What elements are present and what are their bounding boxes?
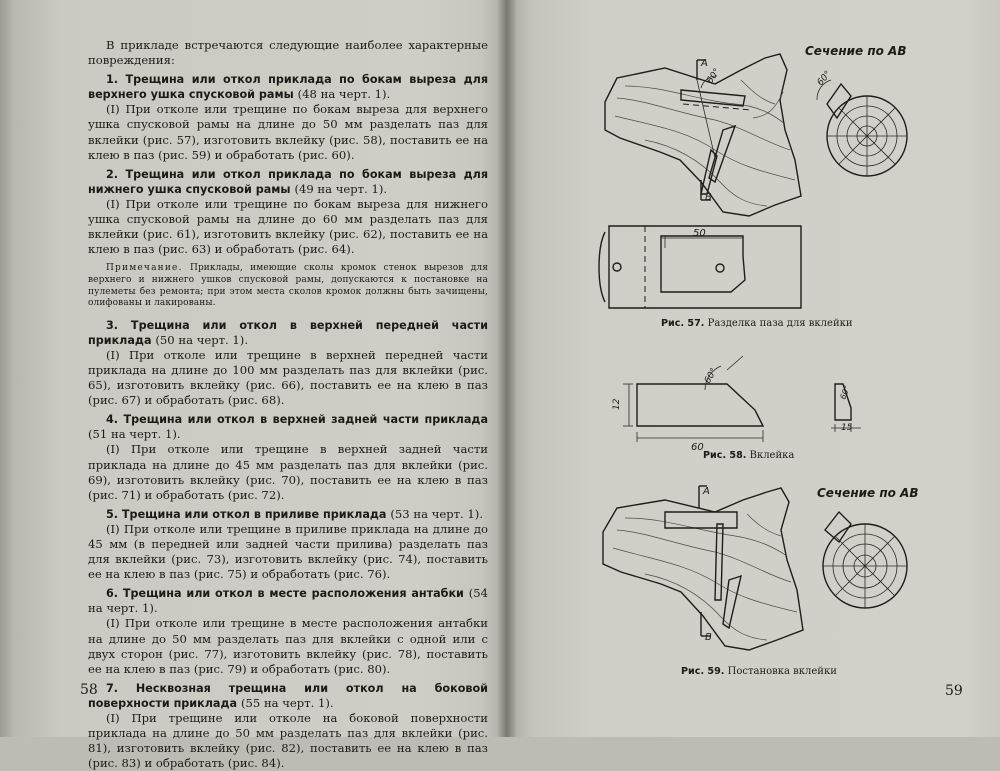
item-4-heading: 4. Трещина или откол в верхней задней части приклада (51 на черт. 1). xyxy=(88,413,488,442)
fig59-placement-drawing xyxy=(505,0,1000,737)
item-6-body: (I) При отколе или трещине в месте расположения антабки на длине до 50 мм разделать паз для вклейки с одной или с двух сторон (рис. 77), изготовить вклейку (рис. 78), поставить ее на клею в паз (рис. 79) и обработать (рис. 80). xyxy=(88,616,488,676)
section-ab-label-2: Сечение по АВ xyxy=(817,486,919,500)
item-5-body: (I) При отколе или трещине в приливе приклада на длине до 45 мм (в передней или задней части прилива) разделать паз для вклейки (рис. 73), изготовить вклейку (рис. 74), поставить ее на клею в паз (рис. 75) и обработать (рис. 76). xyxy=(88,521,488,582)
item-2-body: (I) При отколе или трещине по бокам выреза для нижнего ушка спусковой рамы на длине до 60 мм разделать паз для вклейки (рис. 61), изготовить вклейку (рис. 62), поставить ее на клею в паз (рис. 63) и обработать (рис. 64). xyxy=(88,196,488,257)
item-7-body: (I) При трещине или отколе на боковой поверхности приклада на длине до 50 мм разделать паз для вклейки (рис. 81), изготовить вклейку (рис. 82), поставить ее на клею в паз (рис. 83) и обработать (рис. 84). xyxy=(88,711,488,771)
fig59-label-a: А xyxy=(703,486,710,497)
item-3-body: (I) При отколе или трещине в верхней передней части приклада на длине до 100 мм разделать паз для вклейки (рис. 65), изготовить вклейку (рис. 66), поставить ее на клею в паз (рис. 67) и обработать (рис. 68). xyxy=(88,347,488,408)
item-2-heading: 2. Трещина или откол приклада по бокам выреза для нижнего ушка спусковой рамы (49 на черт. 1). xyxy=(88,167,488,196)
fig58-side-angle-label: 60° xyxy=(838,384,852,401)
fig57-angle-label: 60° xyxy=(705,66,723,86)
fig58-angle-label: 60° xyxy=(702,366,720,386)
book-gutter xyxy=(497,0,517,737)
fig58-caption: Рис. 58. Вклейка xyxy=(703,450,795,461)
section1-angle-label: 60° xyxy=(815,69,834,88)
fig57-dim-50: 50 xyxy=(693,228,706,239)
fig59-label-b: В xyxy=(705,632,712,643)
fig58-dim-15: 15 xyxy=(841,423,853,433)
right-page xyxy=(505,0,1000,737)
page-number-right: 59 xyxy=(945,683,963,699)
item-1-heading: 1. Трещина или откол приклада по бокам выреза для верхнего ушка спусковой рамы (48 на черт. 1). xyxy=(88,73,488,102)
intro-paragraph: В прикладе встречаются следующие наиболее характерные повреждения: xyxy=(88,38,488,68)
item-3-heading: 3. Трещина или откол в верхней передней части приклада (50 на черт. 1). xyxy=(88,318,488,347)
item-6-heading: 6. Трещина или откол в месте расположения антабки (54 на черт. 1). xyxy=(88,586,488,616)
item-1-body: (I) При отколе или трещине по бокам выреза для верхнего ушка спусковой рамы на длине до 50 мм разделать паз для вклейки (рис. 57), изготовить вклейку (рис. 58), поставить ее на клею в паз (рис. 59) и обработать (рис. 60). xyxy=(88,102,488,162)
fig58-dim-60: 60 xyxy=(691,442,704,453)
section-ab-label-1: Сечение по АВ xyxy=(805,44,907,58)
fig58-dim-12: 12 xyxy=(612,398,622,410)
item-5-heading: 5. Трещина или откол в приливе приклада (53 на черт. 1). xyxy=(106,506,484,521)
fig59-caption: Рис. 59. Постановка вклейки xyxy=(681,666,837,677)
left-text-column xyxy=(88,38,488,771)
fig57-label-a: А xyxy=(701,58,708,69)
item-7-heading: 7. Несквозная трещина или откол на боковой поверхности приклада (55 на черт. 1). xyxy=(88,681,488,710)
fig57-caption: Рис. 57. Разделка паза для вклейки xyxy=(661,318,853,329)
item-4-body: (I) При отколе или трещине в верхней задней части приклада на длине до 45 мм разделать паз для вклейки (рис. 69), изготовить вклейку (рис. 70), поставить ее на клею в паз (рис. 71) и обработать (рис. 72). xyxy=(88,442,488,502)
note-paragraph: Примечание. Приклады, имеющие сколы кромок стенок вырезов для верхнего и нижнего ушков спусковой рамы, допускаются к постановке на пулеметы без ремонта; при этом места сколов кромок должны быть зачищены, олифованы и лакированы. xyxy=(88,263,488,309)
page-number-left: 58 xyxy=(80,682,98,698)
fig57-label-b: В xyxy=(705,192,712,203)
